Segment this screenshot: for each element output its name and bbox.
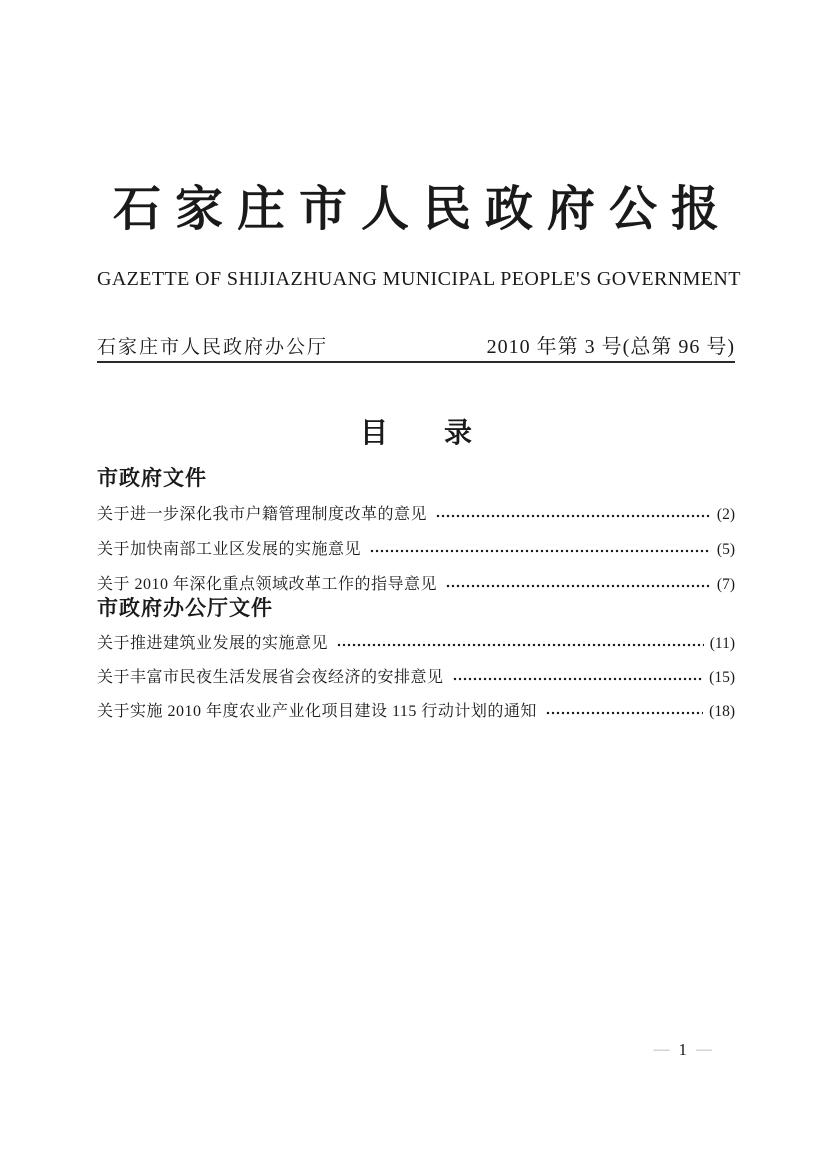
toc-entry-page: (7) <box>716 576 735 593</box>
toc-entry <box>97 698 735 720</box>
toc-entry <box>97 630 735 652</box>
page-number: 1 <box>678 1040 687 1059</box>
footer-dash-right: — <box>696 1041 712 1058</box>
toc-entry-title: 关于进一步深化我市户籍管理制度改革的意见 <box>97 506 428 523</box>
gazette-title-chinese: 石家庄市人民政府公报 <box>112 183 733 236</box>
dot-leader <box>337 643 704 647</box>
toc-entry-page: (5) <box>716 541 735 558</box>
dot-leader <box>546 711 703 715</box>
toc-entry <box>97 536 735 558</box>
issue-number: 2010 年第 3 号(总第 96 号) <box>486 336 735 358</box>
dot-leader <box>453 677 704 681</box>
toc-entry-title: 关于加快南部工业区发展的实施意见 <box>97 541 362 558</box>
publisher-name: 石家庄市人民政府办公厅 <box>97 337 329 358</box>
footer-dash-left: — <box>653 1041 670 1058</box>
dot-leader <box>436 514 711 518</box>
toc-entry-page: (18) <box>709 703 735 720</box>
toc-entry <box>97 501 735 523</box>
toc-entry-title: 关于丰富市民夜生活发展省会夜经济的安排意见 <box>97 669 444 686</box>
toc-entry-page: (11) <box>709 635 735 652</box>
toc-entry-title: 关于实施 2010 年度农业产业化项目建设 115 行动计划的通知 <box>97 703 537 720</box>
gazette-title-english: GAZETTE OF SHIJIAZHUANG MUNICIPAL PEOPLE'S GOVERNMENT <box>97 268 741 290</box>
toc-title: 目 录 <box>359 417 472 448</box>
issue-row <box>97 330 735 359</box>
toc-entry-title: 关于 2010 年深化重点领域改革工作的指导意见 <box>97 576 438 593</box>
dot-leader <box>446 584 711 588</box>
masthead-rule <box>97 361 735 363</box>
toc-entry <box>97 664 735 686</box>
toc-section-heading-government-documents: 市政府文件 <box>97 467 207 490</box>
toc-entry-title: 关于推进建筑业发展的实施意见 <box>97 635 329 652</box>
toc-entry-page: (2) <box>716 506 735 523</box>
page-footer <box>97 1040 735 1060</box>
toc-entry-page: (15) <box>709 669 735 686</box>
toc-section-heading-general-office-documents: 市政府办公厅文件 <box>97 597 273 620</box>
toc-entry <box>97 571 735 593</box>
dot-leader <box>370 549 711 553</box>
